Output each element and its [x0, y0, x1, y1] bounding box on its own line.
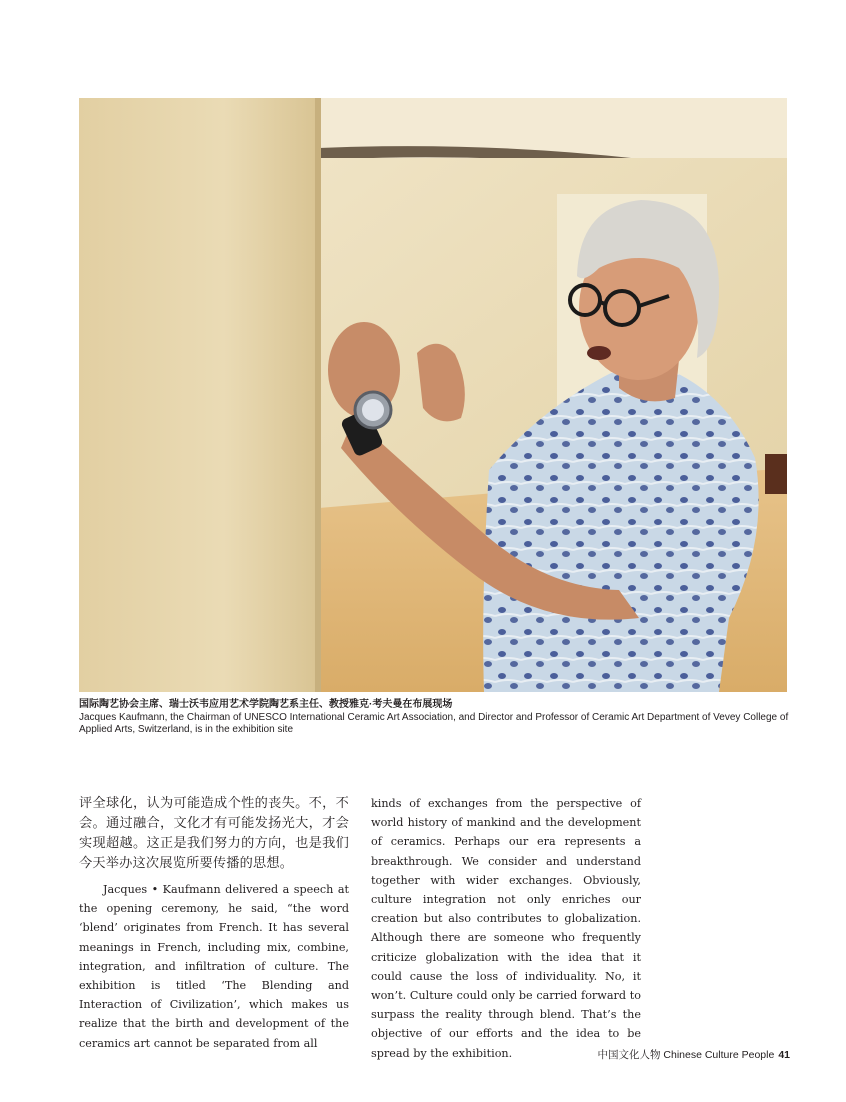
english-paragraph-right: kinds of exchanges from the perspective of world history of mankind and the development of ceramics. Perhaps our era represents a breakthrough. We consider and understand together with wider exchanges. Obviously, culture integration not only enriches our creation but also contributes to globalization. Although there are someone who frequently criticize globalization with the idea that it could cause the loss of individuality. No, it won’t. Culture could only be carried forward to surpass the reality through blend. That’s the objective of our efforts and the idea to be spread by the exhibition. [371, 797, 641, 1060]
photo-caption [79, 699, 791, 737]
man-showing-wristwatch-icon [79, 98, 787, 692]
caption-chinese: 国际陶艺协会主席、瑞士沃韦应用艺术学院陶艺系主任、教授雅克·考夫曼在布展现场 [79, 699, 453, 710]
english-paragraph-left: Jacques • Kaufmann delivered a speech at the opening ceremony, he said, “the word ‘blend’ originates from French. It has several meanings in French, including mix, combine, integration, and infiltration of culture. The exhibition is titled ‘The Blending and Interaction of Civilization’, which makes us realize that the birth and development of the ceramics art cannot be separated from all [79, 883, 349, 1050]
body-column-left [79, 794, 349, 1053]
magazine-name: 中国文化人物 Chinese Culture People [597, 1049, 775, 1061]
body-column-right [371, 794, 641, 1063]
page-number: 41 [778, 1049, 790, 1061]
chinese-paragraph: 评全球化，认为可能造成个性的丧失。不，不会。通过融合，文化才有可能发扬光大，才会实现超越。这正是我们努力的方向，也是我们今天举办这次展览所要传播的思想。 [79, 796, 349, 871]
exhibition-photo [79, 98, 787, 692]
page-footer [597, 1047, 790, 1062]
caption-english: Jacques Kaufmann, the Chairman of UNESCO International Ceramic Art Association, and Director and Professor of Ceramic Art Department of Vevey College of Applied Arts, Switzerland, is in the exhibition site [79, 711, 789, 735]
